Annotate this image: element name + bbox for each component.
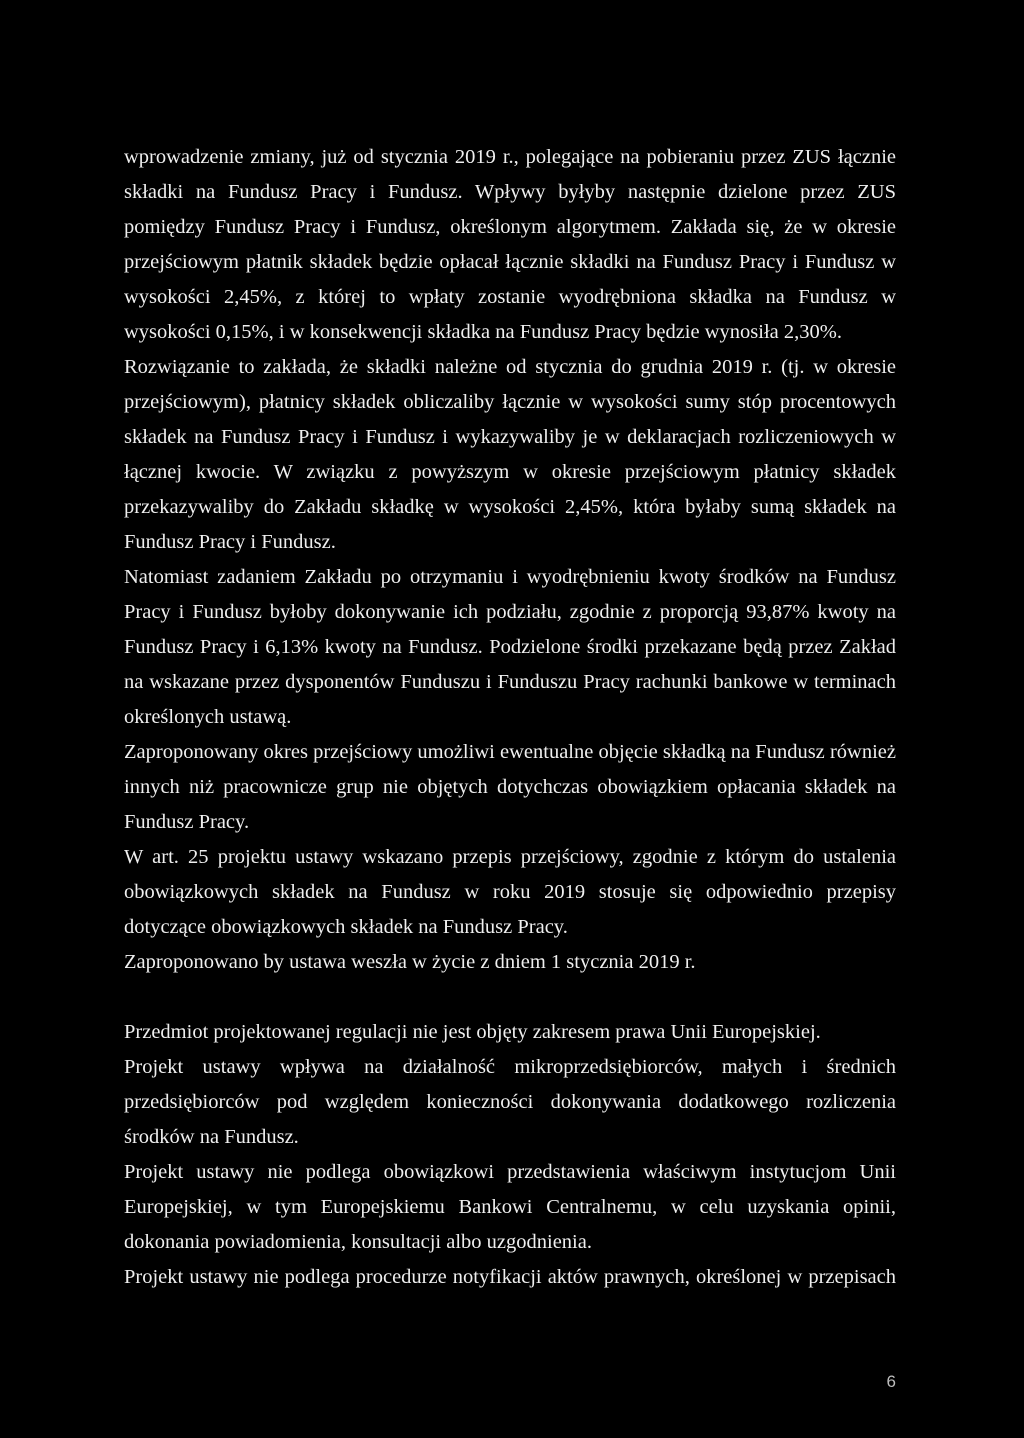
paragraph-article-25: W art. 25 projektu ustawy wskazano przepis przejściowy, zgodnie z którym do ustalenia obowiązkowych składek na Fundusz w roku 2019 stosuje się odpowiednio przepisy dotyczące obowiązkowych składek na Fundusz Pracy. <box>124 846 896 938</box>
document-page <box>124 140 896 1295</box>
paragraph-notification: Projekt ustawy nie podlega procedurze notyfikacji aktów prawnych, określonej w przepisach <box>124 1266 896 1288</box>
paragraph-gap <box>124 980 896 1015</box>
paragraph-institution-task: Natomiast zadaniem Zakładu po otrzymaniu i wyodrębnieniu kwoty środków na Fundusz Pracy i Fundusz byłoby dokonywanie ich podziału, zgodnie z proporcją 93,87% kwoty na Fundusz Pracy i 6,13% kwoty na Fundusz. Podzielone środki przekazane będą przez Zakład na wskazane przez dysponentów Funduszu i Funduszu Pracy rachunki bankowe w terminach określonych ustawą. <box>124 566 896 728</box>
paragraph-entrepreneurs-impact: Projekt ustawy wpływa na działalność mikroprzedsiębiorców, małych i średnich przedsiębiorców pod względem konieczności dokonywania dodatkowego rozliczenia środków na Fundusz. <box>124 1056 896 1148</box>
paragraph-entry-into-force: Zaproponowano by ustawa weszła w życie z dniem 1 stycznia 2019 r. <box>124 951 696 973</box>
paragraph-eu-law: Przedmiot projektowanej regulacji nie jest objęty zakresem prawa Unii Europejskiej. <box>124 1021 821 1043</box>
page-number: 6 <box>886 1372 896 1391</box>
paragraph-solution-assumption: Rozwiązanie to zakłada, że składki należne od stycznia do grudnia 2019 r. (tj. w okresie przejściowym), płatnicy składek obliczaliby łącznie w wysokości sumy stóp procentowych składek na Fundusz Pracy i Fundusz i wykazywaliby je w deklaracjach rozliczeniowych w łącznej kwocie. W związku z powyższym w okresie przejściowym płatnicy składek przekazywaliby do Zakładu składkę w wysokości 2,45%, która byłaby sumą składek na Fundusz Pracy i Fundusz. <box>124 356 896 553</box>
paragraph-eu-institutions: Projekt ustawy nie podlega obowiązkowi przedstawienia właściwym instytucjom Unii Europejskiej, w tym Europejskiemu Bankowi Centralnemu, w celu uzyskania opinii, dokonania powiadomienia, konsultacji albo uzgodnienia. <box>124 1161 896 1253</box>
paragraph-transition-period: Zaproponowany okres przejściowy umożliwi ewentualne objęcie składką na Fundusz również innych niż pracownicze grup nie objętych dotychczas obowiązkiem opłacania składek na Fundusz Pracy. <box>124 741 896 833</box>
paragraph-contribution-change: wprowadzenie zmiany, już od stycznia 2019 r., polegające na pobieraniu przez ZUS łącznie składki na Fundusz Pracy i Fundusz. Wpływy byłyby następnie dzielone przez ZUS pomiędzy Fundusz Pracy i Fundusz, określonym algorytmem. Zakłada się, że w okresie przejściowym płatnik składek będzie opłacał łącznie składki na Fundusz Pracy i Fundusz w wysokości 2,45%, z której to wpłaty zostanie wyodrębniona składka na Fundusz w wysokości 0,15%, i w konsekwencji składka na Fundusz Pracy będzie wynosiła 2,30%. <box>124 146 896 343</box>
